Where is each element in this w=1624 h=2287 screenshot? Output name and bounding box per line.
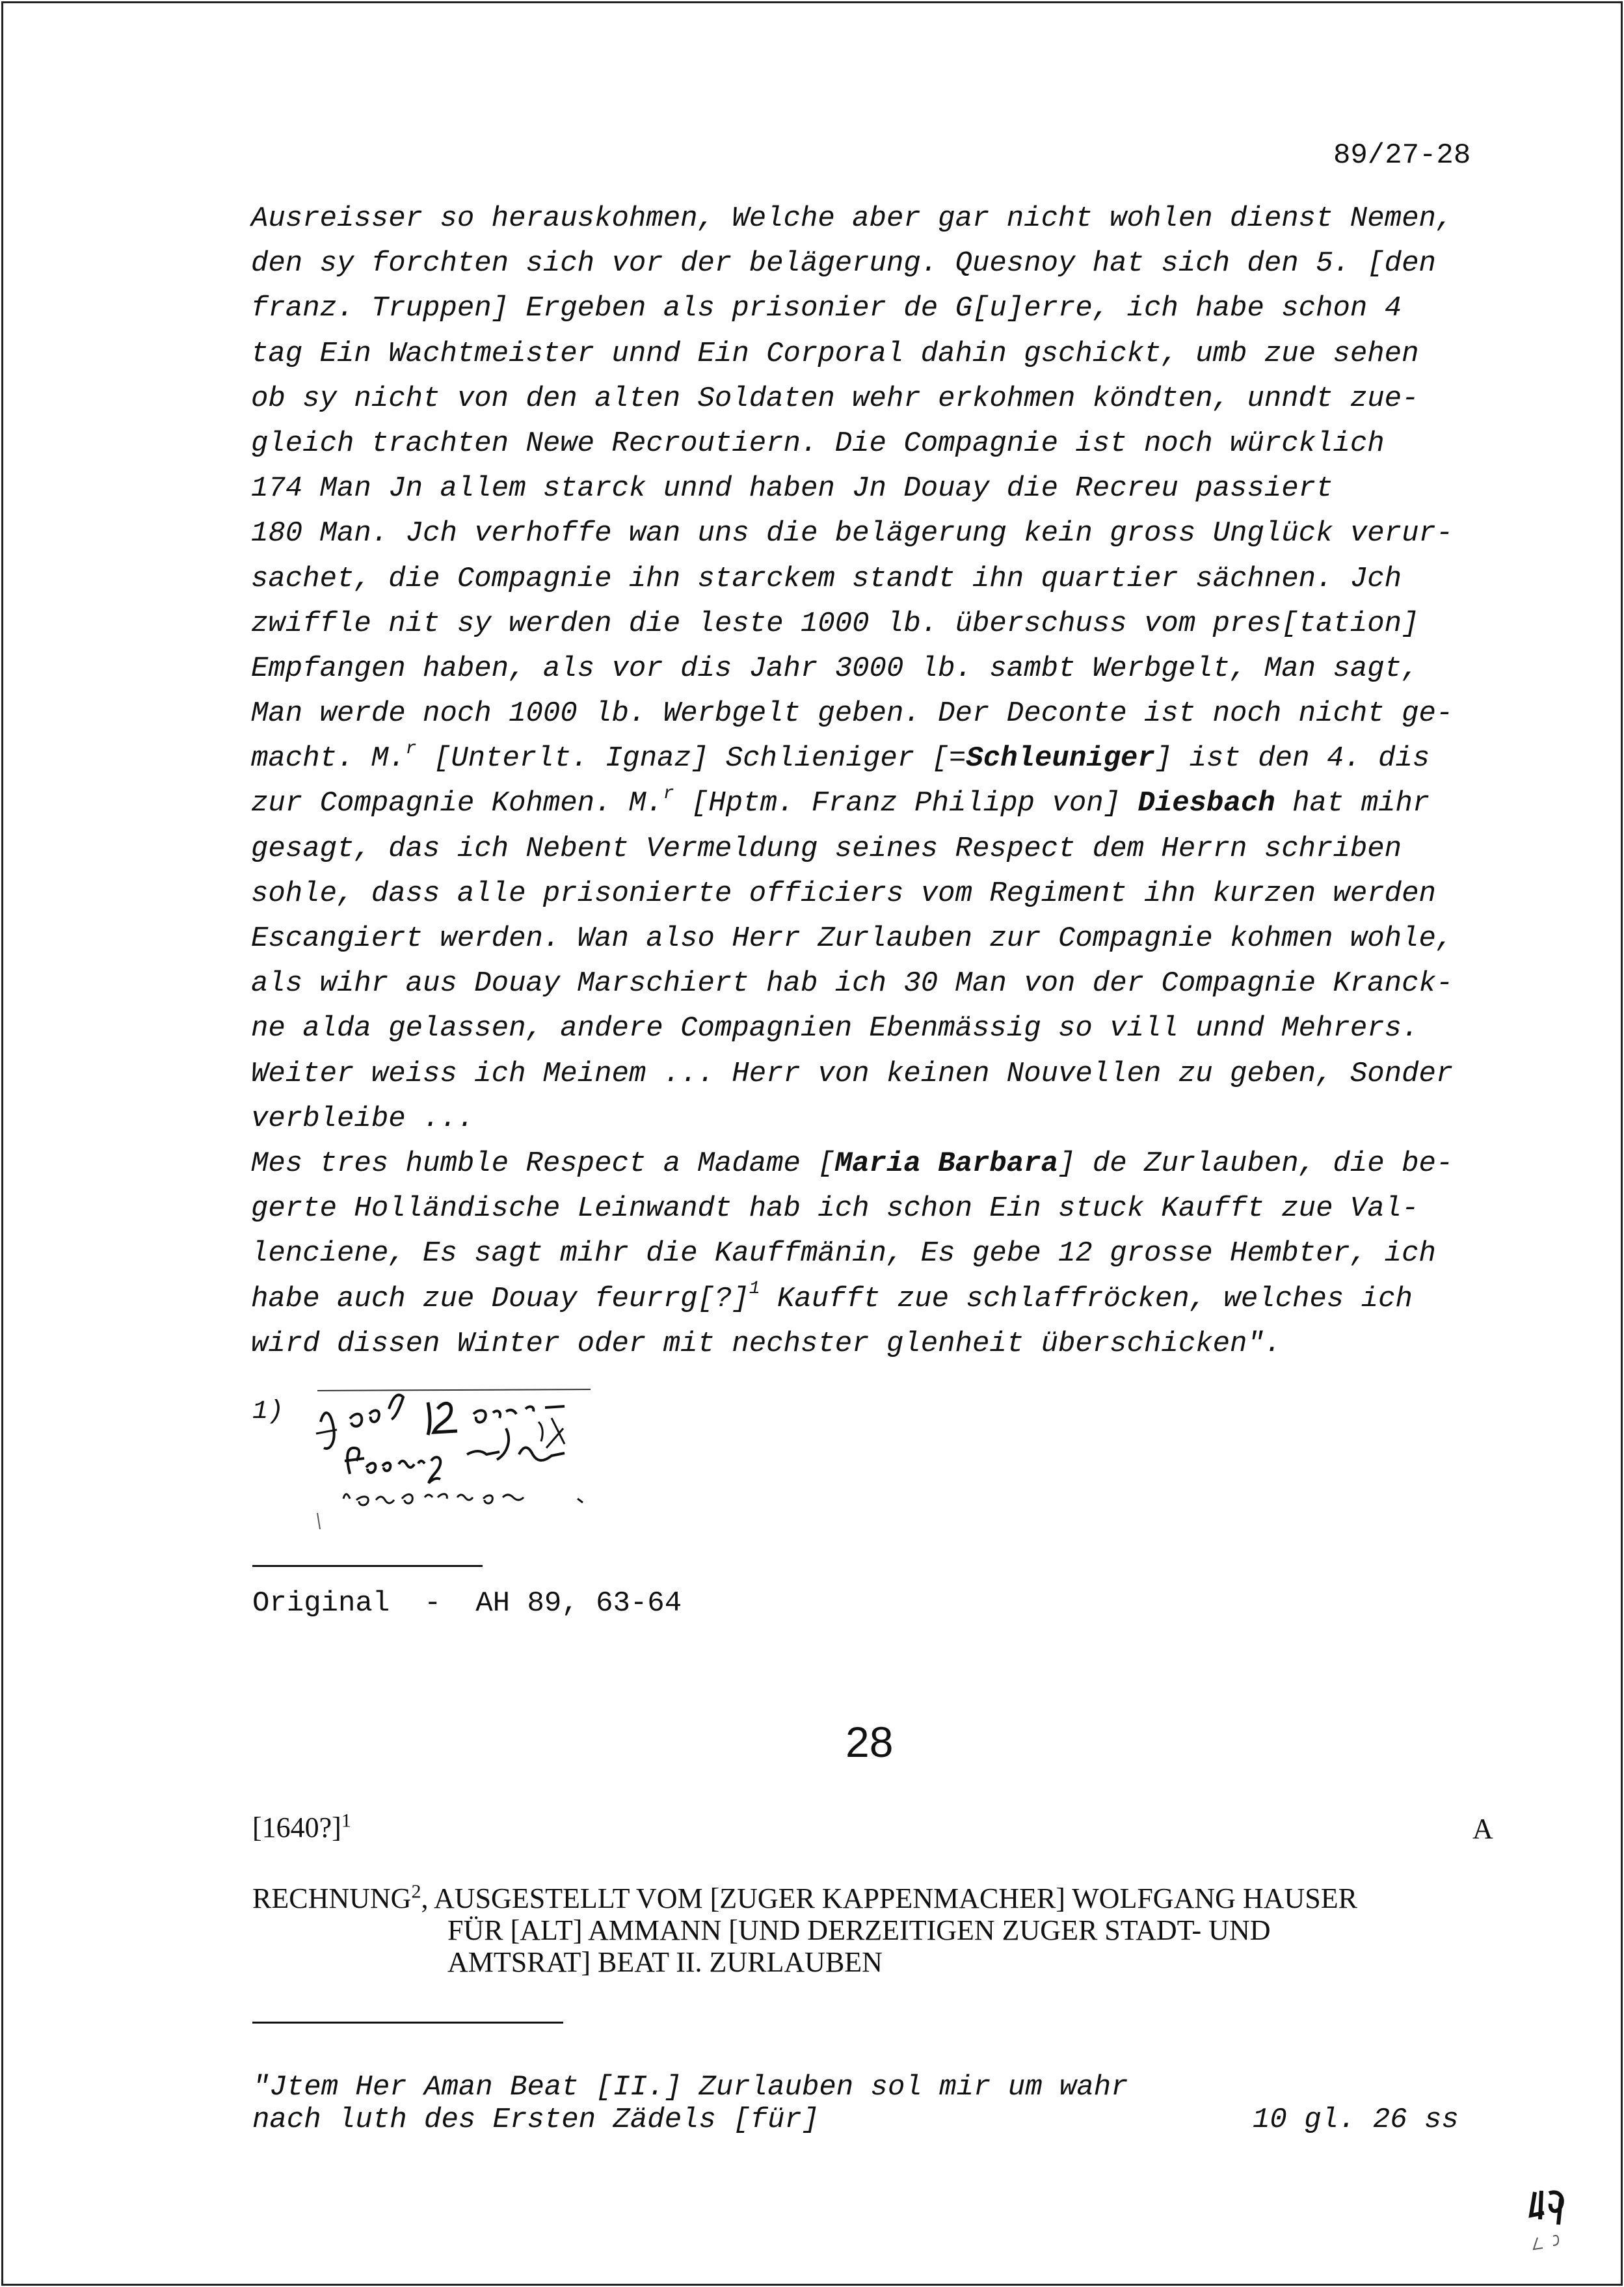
separator-rule: [252, 1565, 483, 1567]
letter-line: verbleibe ...: [251, 1102, 475, 1135]
document-heading-line: AMTSRAT] BEAT II. ZURLAUBEN: [447, 1946, 883, 1978]
handwritten-page-number: [1522, 2186, 1574, 2257]
letter-line: zwiffle nit sy werden die leste 1000 lb. überschuss vom pres[tation]: [251, 607, 1419, 640]
document-heading-line: [252, 1882, 1357, 1915]
heading-text: , AUSGESTELLT VOM [ZUGER KAPPENMACHER] WOLFGANG HAUSER: [421, 1882, 1357, 1914]
letter-line: [251, 1277, 1571, 1322]
text-run: macht. M.: [251, 742, 406, 775]
page-reference: 89/27-28: [1333, 139, 1471, 172]
text-run: Mes tres humble Respect a Madame [: [251, 1147, 835, 1180]
superscript: r: [405, 738, 417, 759]
text-run: [Unterlt. Ignaz] Schlieniger [=: [416, 742, 966, 775]
letter-line: den sy forchten sich vor der belägerung. Quesnoy hat sich den 5. [den: [251, 247, 1436, 280]
text-run: Kaufft zue schlaffröcken, welches ich: [760, 1282, 1413, 1315]
bold-name: Schleuniger: [966, 742, 1155, 775]
text-run: ] de Zurlauben, die be-: [1058, 1147, 1454, 1180]
heading-word: RECHNUNG: [252, 1882, 412, 1914]
letter-line: [251, 1142, 1571, 1186]
document-date: [252, 1811, 351, 1844]
letter-line: gleich trachten Newe Recroutiern. Die Compagnie ist noch würcklich: [251, 427, 1385, 460]
text-run: [Hptm. Franz Philipp von]: [674, 787, 1138, 820]
footnote-mark: 1): [252, 1397, 284, 1426]
document-letter: A: [1472, 1813, 1493, 1845]
letter-transcription: [251, 196, 1571, 1367]
letter-line: lenciene, Es sagt mihr die Kauffmänin, Es gebe 12 grosse Hembter, ich: [251, 1237, 1436, 1270]
superscript: 1: [341, 1810, 351, 1832]
letter-line: wird dissen Winter oder mit nechster glenheit überschicken".: [251, 1327, 1282, 1360]
quote-line: "Jtem Her Aman Beat [II.] Zurlauben sol mir um wahr: [252, 2071, 1128, 2104]
letter-line: ne alda gelassen, andere Compagnien Ebenmässig so vill unnd Mehrers.: [251, 1012, 1419, 1045]
text-run: hat mihr: [1275, 787, 1430, 820]
letter-line: als wihr aus Douay Marschiert hab ich 30 Man von der Compagnie Kranck-: [251, 967, 1454, 1000]
letter-line: gerte Holländische Leinwandt hab ich schon Ein stuck Kaufft zue Val-: [251, 1192, 1419, 1225]
letter-line: gesagt, das ich Nebent Vermeldung seines Respect dem Herrn schriben: [251, 832, 1402, 865]
text-run: habe auch zue Douay feurrg[?]: [251, 1282, 749, 1315]
letter-line: 174 Man Jn allem starck unnd haben Jn Douay die Recreu passiert: [251, 472, 1333, 505]
letter-line: sachet, die Compagnie ihn starckem standt ihn quartier sächnen. Jch: [251, 562, 1402, 595]
text-run: ] ist den 4. dis: [1154, 742, 1430, 775]
letter-line: [251, 736, 1571, 781]
document-heading-line: FÜR [ALT] AMMANN [UND DERZEITIGEN ZUGER STADT- UND: [447, 1914, 1271, 1946]
letter-line: Ausreisser so herauskohmen, Welche aber gar nicht wohlen dienst Nemen,: [251, 202, 1454, 235]
separator-rule: [252, 2022, 563, 2024]
letter-line: franz. Truppen] Ergeben als prisonier de G[u]erre, ich habe schon 4: [251, 292, 1402, 325]
quote-amount: 10 gl. 26 ss: [1253, 2104, 1459, 2136]
letter-line: tag Ein Wachtmeister unnd Ein Corporal dahin gschickt, umb zue sehen: [251, 337, 1419, 370]
letter-line: Empfangen haben, als vor dis Jahr 3000 lb. sambt Werbgelt, Man sagt,: [251, 652, 1419, 685]
letter-line: Escangiert werden. Wan also Herr Zurlauben zur Compagnie kohmen wohle,: [251, 922, 1454, 955]
bold-name: Diesbach: [1138, 787, 1275, 820]
bold-name: Maria Barbara: [834, 1147, 1059, 1180]
superscript: 2: [411, 1880, 421, 1903]
letter-line: 180 Man. Jch verhoffe wan uns die belägerung kein gross Unglück verur-: [251, 517, 1454, 550]
document-number: 28: [845, 1718, 894, 1766]
letter-line: [251, 781, 1571, 826]
letter-line: Weiter weiss ich Meinem ... Herr von keinen Nouvellen zu geben, Sonder: [251, 1057, 1454, 1090]
date-text: [1640?]: [252, 1812, 341, 1843]
text-run: zur Compagnie Kohmen. M.: [251, 787, 663, 820]
letter-line: Man werde noch 1000 lb. Werbgelt geben. Der Deconte ist noch nicht ge-: [251, 697, 1454, 730]
handwriting-facsimile: [304, 1383, 610, 1542]
quote-line: nach luth des Ersten Zädels [für]: [252, 2104, 819, 2136]
letter-line: sohle, dass alle prisonierte officiers vom Regiment ihn kurzen werden: [251, 877, 1436, 910]
source-reference: Original - AH 89, 63-64: [252, 1587, 682, 1620]
letter-line: ob sy nicht von den alten Soldaten wehr erkohmen köndten, unndt zue-: [251, 382, 1419, 415]
superscript: 1: [749, 1278, 760, 1299]
superscript: r: [663, 783, 674, 804]
